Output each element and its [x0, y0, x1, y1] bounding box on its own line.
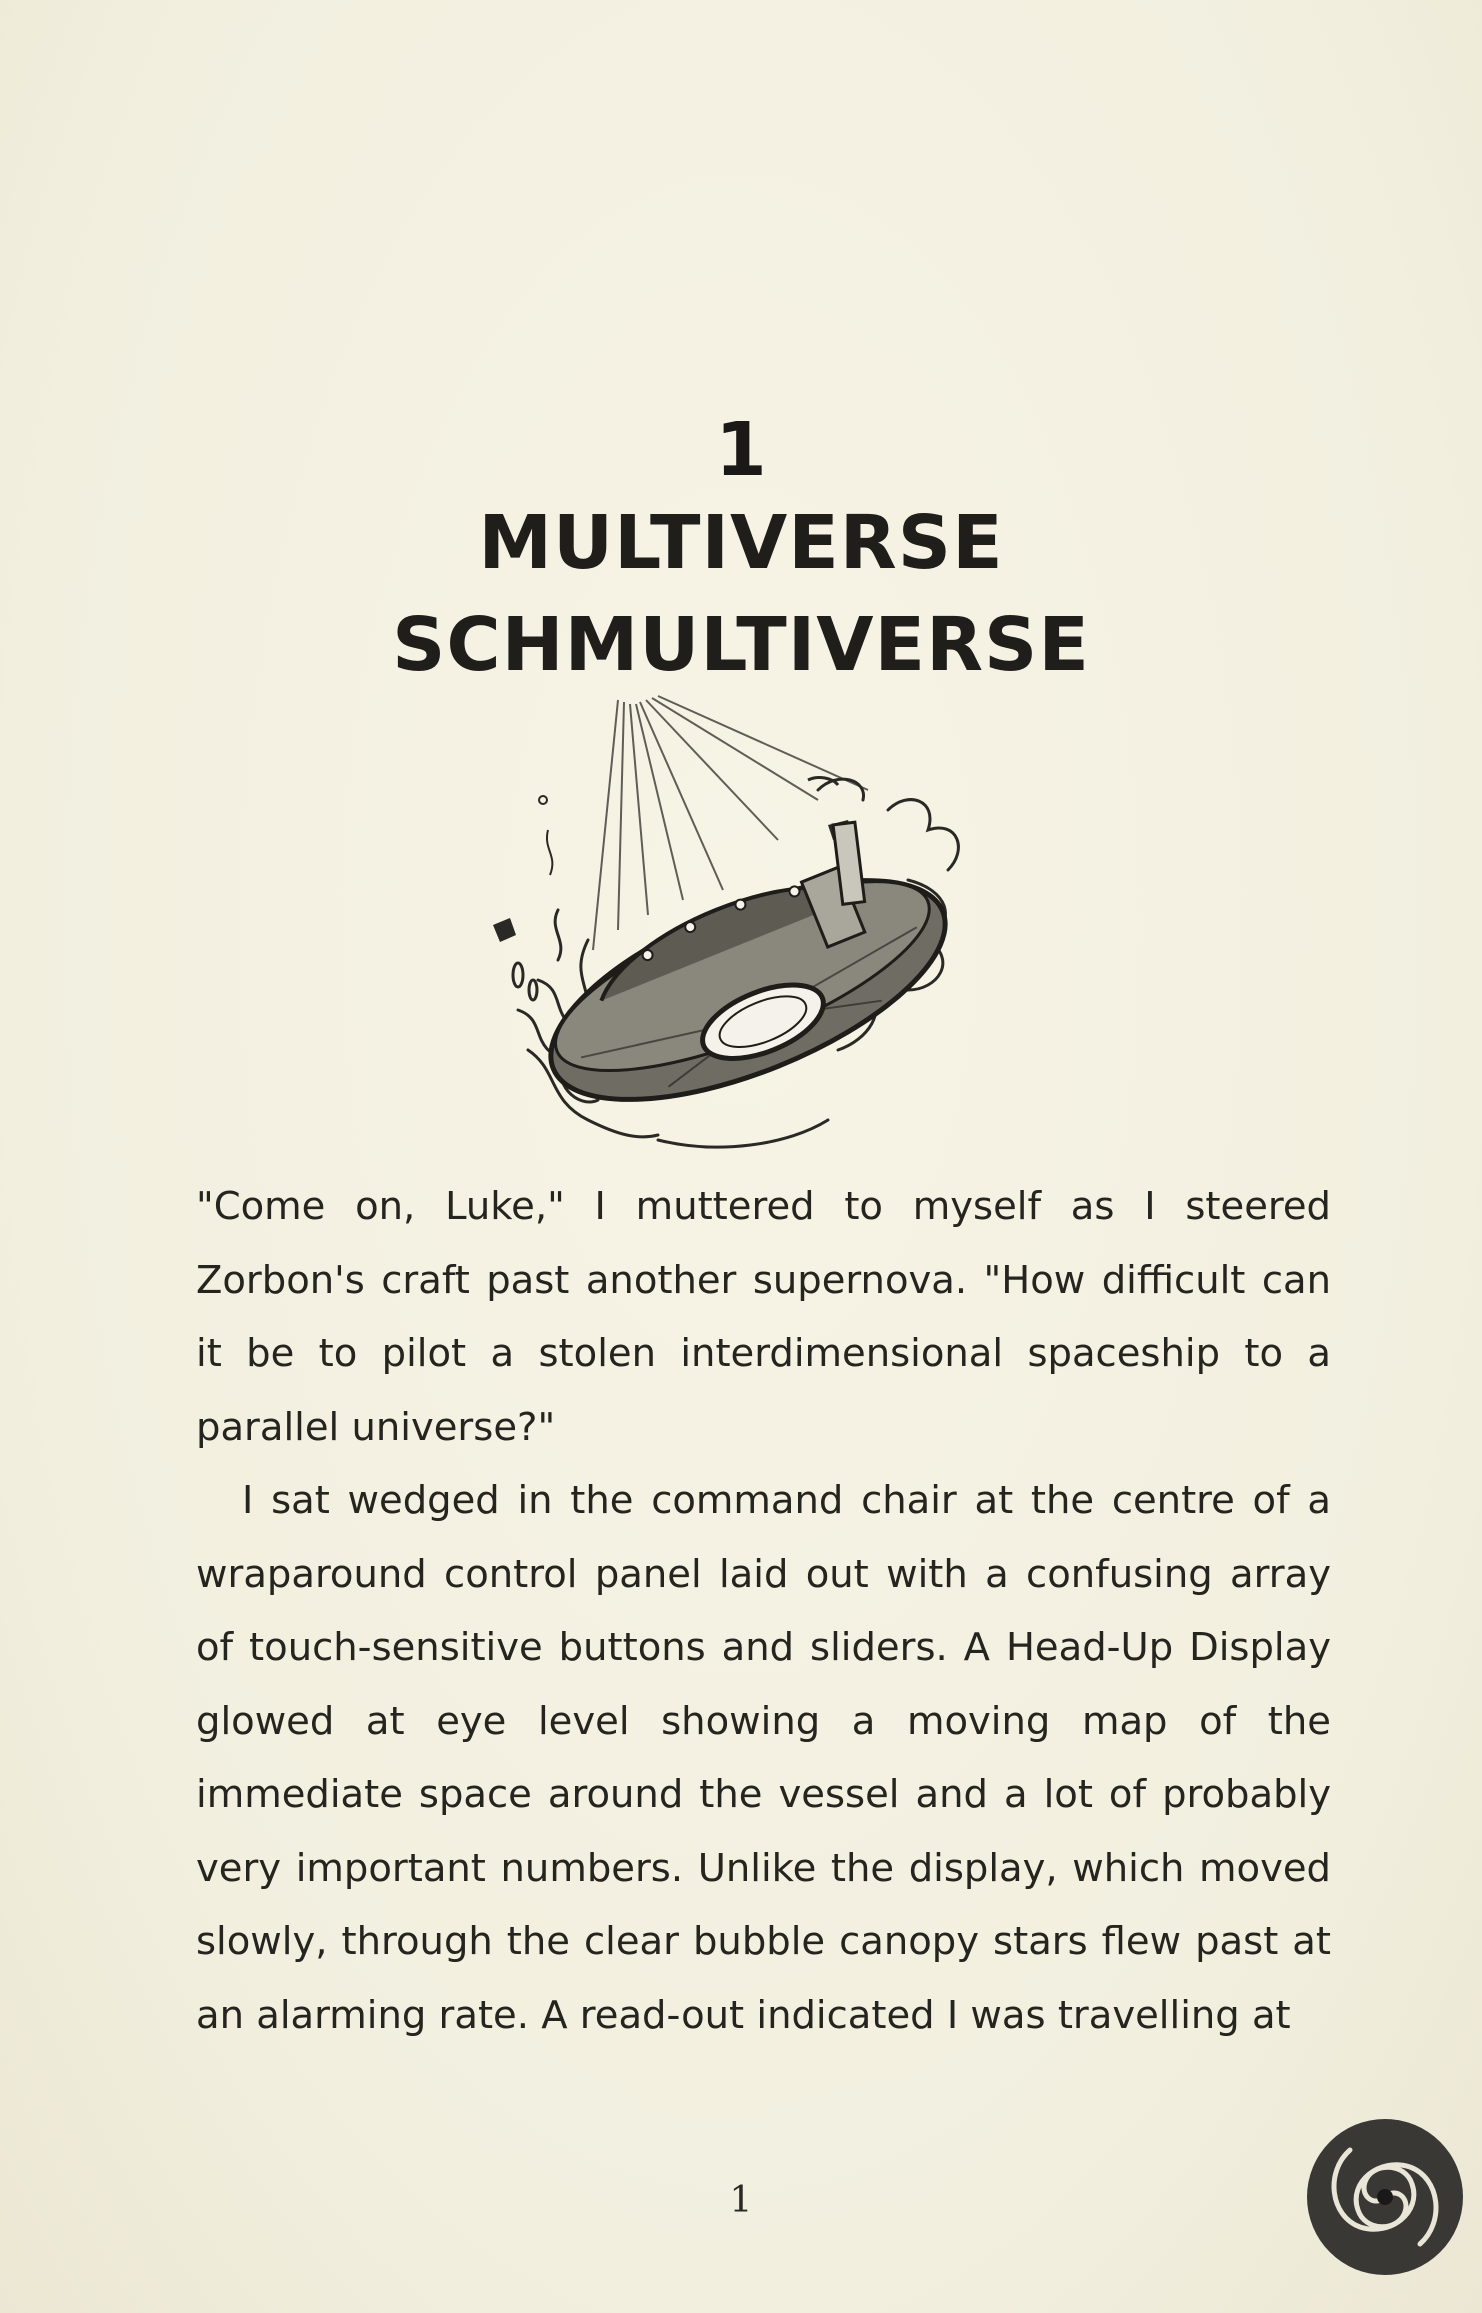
- page-number: 1: [729, 2180, 753, 2221]
- chapter-title-line-1: MULTIVERSE: [478, 500, 1004, 586]
- chapter-title-line-2: SCHMULTIVERSE: [392, 602, 1090, 688]
- chapter-title: [0, 492, 1482, 696]
- chapter-number: 1: [715, 407, 767, 493]
- chapter-body-text: [196, 1170, 1331, 2052]
- paragraph-2: I sat wedged in the command chair at the centre of a wraparound control panel laid out with a confusing array of touch-sensitive buttons and sliders. A Head-Up Display glowed at eye level showing a moving map of the immediate space around the vessel and a lot of probably very important numbers. Unlike the display, which moved slowly, through the clear bubble canopy stars flew past at an alarming rate. A read-out indicated I was travelling at: [196, 1478, 1331, 2038]
- paragraph-1: "Come on, Luke," I muttered to myself as I steered Zorbon's craft past another supernova. "How difficult can it be to pilot a stolen interdimensional spaceship to a parallel universe?": [196, 1184, 1331, 1450]
- spiral-galaxy-icon: [1300, 2112, 1470, 2282]
- flying-saucer-icon: [488, 690, 1008, 1170]
